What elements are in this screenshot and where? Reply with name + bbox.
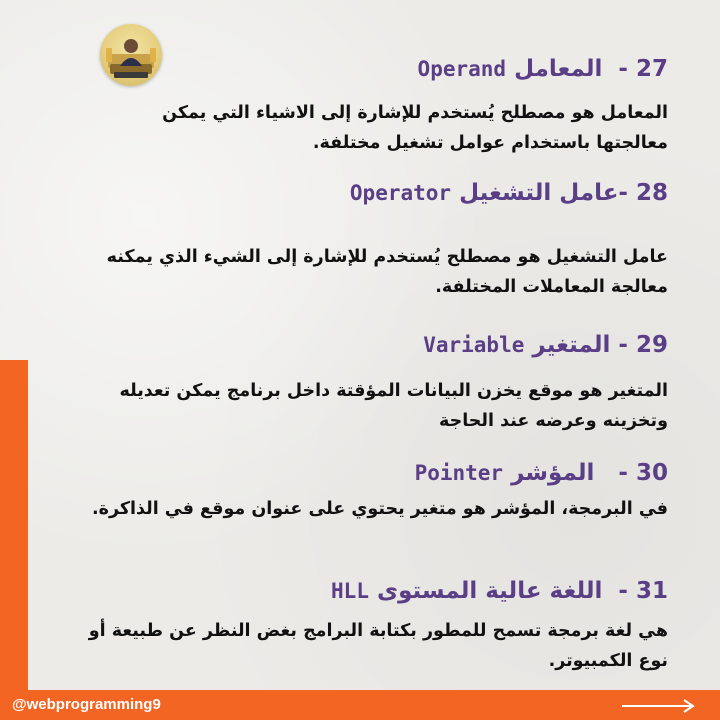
english-term: Pointer	[414, 461, 504, 485]
arabic-term: عامل التشغيل	[459, 180, 619, 206]
section-29	[88, 330, 668, 436]
section-number: 27 -	[618, 56, 668, 82]
section-28	[88, 178, 668, 302]
section-heading	[88, 576, 668, 606]
section-heading	[88, 330, 668, 360]
section-number: 31 -	[618, 578, 668, 604]
arabic-term: المؤشر	[511, 460, 595, 486]
arabic-term: المعامل	[514, 56, 603, 82]
english-term: Operator	[349, 181, 452, 205]
section-body: هي لغة برمجة تسمح للمطور بكتابة البرامج بغض النظر عن طبيعة أو نوع الكمبيوتر.	[88, 621, 668, 671]
english-term: HLL	[331, 579, 369, 603]
arrow-right-icon[interactable]	[620, 698, 698, 717]
section-body: المعامل هو مصطلح يُستخدم للإشارة إلى الاشياء التي يمكن معالجتها باستخدام عوامل تشغيل مختلفة.	[162, 103, 668, 153]
english-term: Variable	[423, 333, 525, 357]
footer-bar	[0, 690, 720, 720]
section-30	[88, 458, 668, 524]
section-body: في البرمجة، المؤشر هو متغير يحتوي على عنوان موقع في الذاكرة.	[91, 499, 668, 519]
section-number: 30 -	[618, 460, 668, 486]
section-heading	[88, 458, 668, 488]
section-body: المتغير هو موقع يخزن البيانات المؤقتة داخل برنامج يمكن تعديله وتخزينه وعرضه عند الحاجة	[119, 381, 668, 431]
section-number: 29 -	[618, 332, 668, 358]
section-31	[88, 576, 668, 676]
arabic-term: اللغة عالية المستوى	[376, 578, 603, 604]
section-27	[88, 54, 668, 158]
arabic-term: المتغير	[532, 332, 611, 358]
accent-side-bar	[0, 360, 28, 690]
section-body: عامل التشغيل هو مصطلح يُستخدم للإشارة إلى الشيء الذي يمكنه معالجة المعاملات المختلفة.	[106, 247, 668, 297]
english-term: Operand	[417, 57, 507, 81]
social-handle[interactable]: @webprogramming9	[12, 696, 161, 713]
section-heading	[88, 54, 668, 84]
section-number: 28 -	[618, 180, 668, 206]
section-heading	[88, 178, 668, 208]
